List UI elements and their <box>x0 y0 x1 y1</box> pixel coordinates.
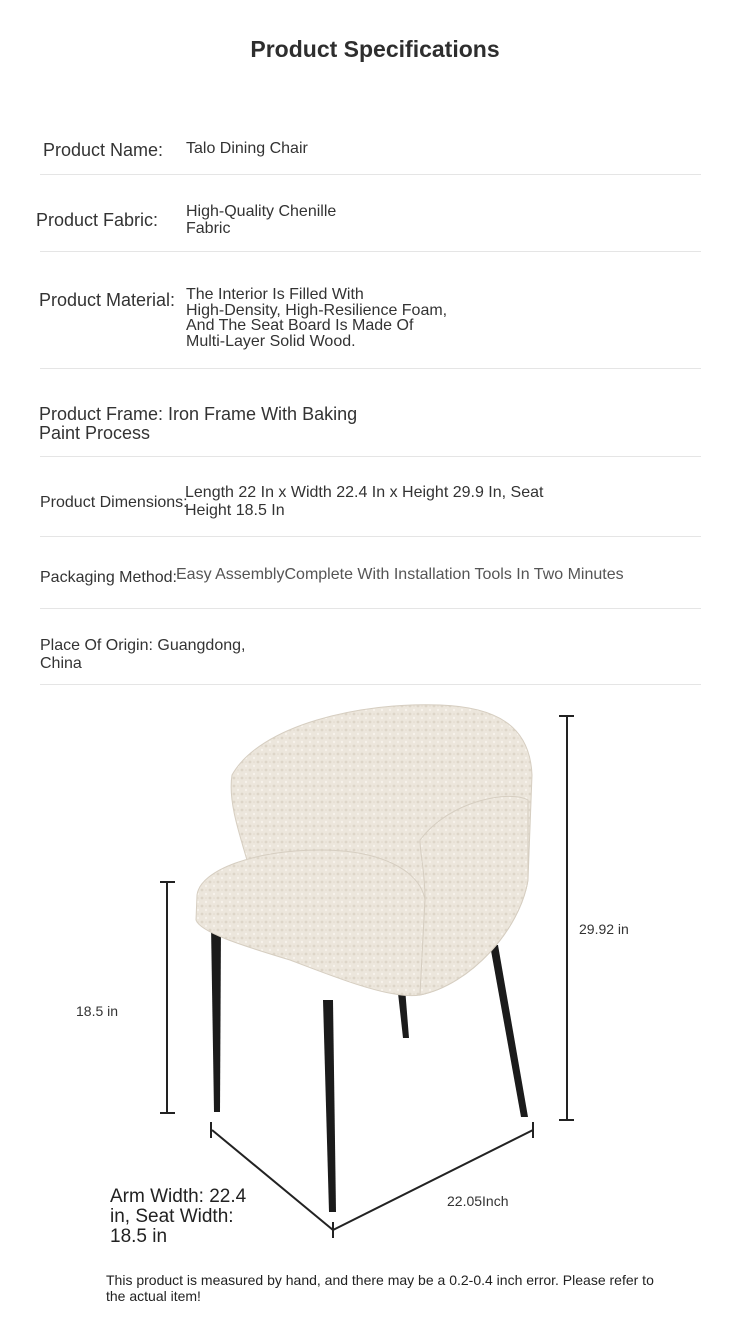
spec-label: Place Of Origin: Guangdong, China <box>40 637 246 672</box>
spec-label: Product Fabric: <box>36 210 159 230</box>
seat-height-label: 18.5 in <box>76 1003 119 1019</box>
spec-row-frame <box>40 369 701 457</box>
spec-row-dimensions <box>40 457 701 537</box>
spec-label: Product Material: <box>39 290 176 310</box>
spec-value: The Interior Is Filled With High-Density, High-Resilience Foam, And The Seat Board Is Made Of Multi-Layer Solid Wood. <box>186 286 448 350</box>
spec-row-name <box>40 128 701 175</box>
spec-label: Product Name: <box>43 140 164 160</box>
spec-label: Product Dimensions: <box>40 494 188 511</box>
depth-label: 22.05Inch <box>447 1193 509 1209</box>
spec-label: Product Frame: Iron Frame With Baking Paint Process <box>39 404 358 443</box>
page-title: Product Specifications <box>250 36 500 62</box>
measurement-note: This product is measured by hand, and there may be a 0.2-0.4 inch error. Please refer to the actual item! <box>106 1272 654 1304</box>
spec-row-origin <box>40 609 701 685</box>
spec-value: Length 22 In x Width 22.4 In x Height 29.9 In, Seat Height 18.5 In <box>185 484 544 519</box>
spec-value: Talo Dining Chair <box>186 140 308 157</box>
spec-value: High-Quality Chenille Fabric <box>186 203 337 237</box>
spec-row-material <box>40 252 701 369</box>
chair-seat <box>196 850 425 996</box>
chair-arm <box>420 796 528 995</box>
total-height-label: 29.92 in <box>579 921 629 937</box>
chair-illustration <box>0 690 750 1250</box>
spec-label: Packaging Method: <box>40 569 177 586</box>
spec-value: Easy AssemblyComplete With Installation Tools In Two Minutes <box>176 566 624 583</box>
spec-row-packaging <box>40 537 701 609</box>
arm-width-label: Arm Width: 22.4 in, Seat Width: 18.5 in <box>110 1186 247 1247</box>
spec-row-fabric <box>36 175 701 252</box>
